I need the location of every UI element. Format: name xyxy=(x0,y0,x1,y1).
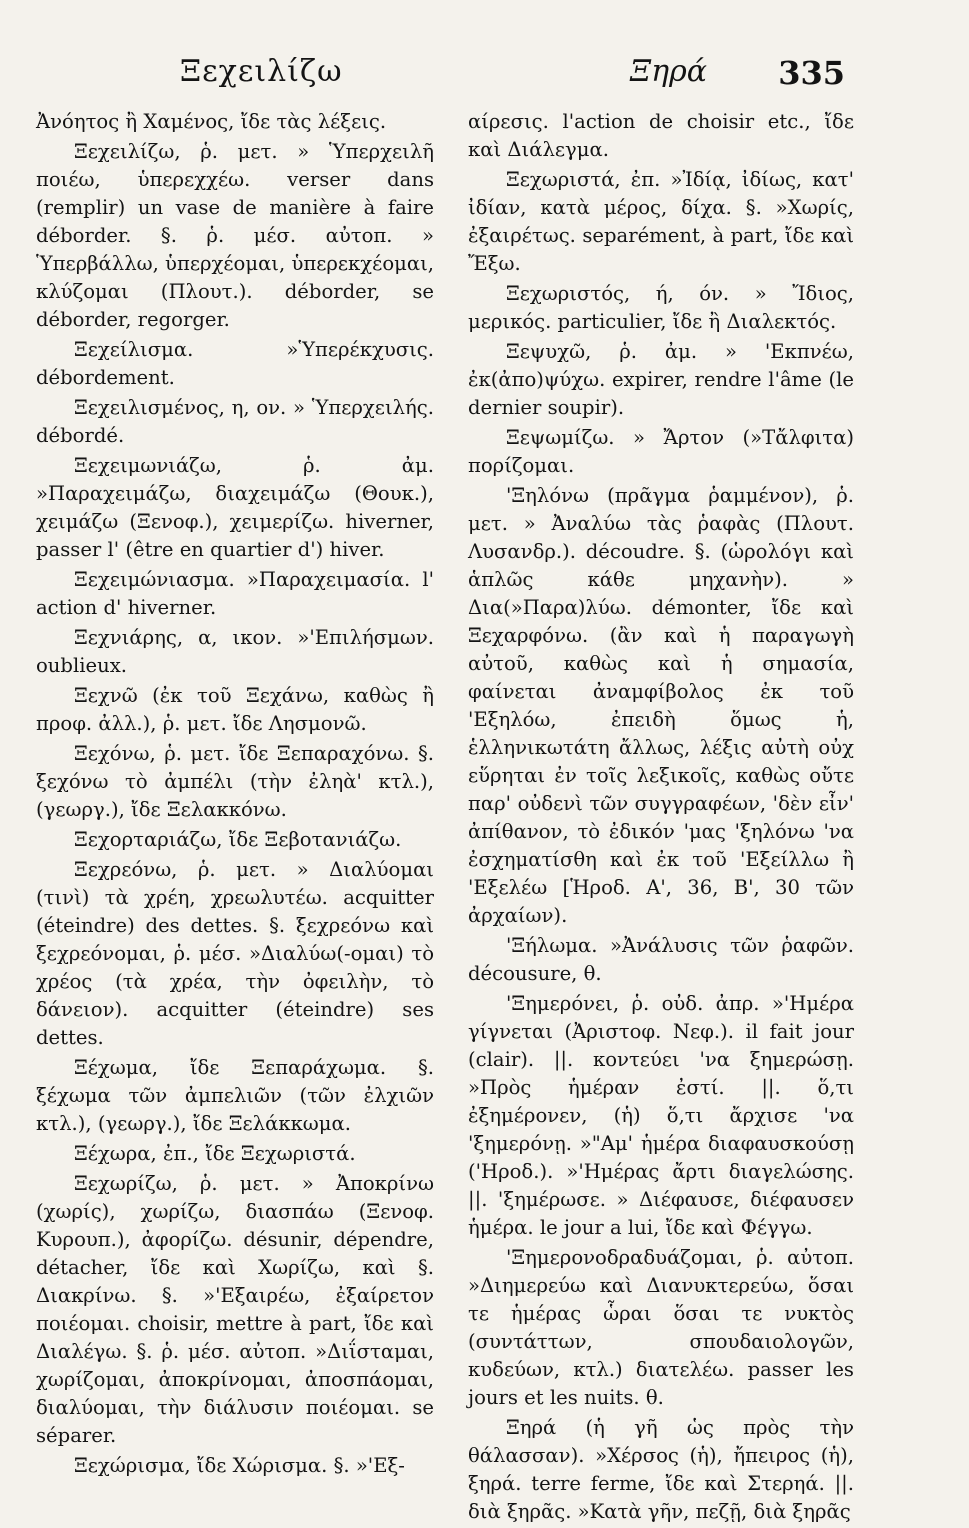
page-number: 335 xyxy=(778,54,845,92)
dictionary-entry: Ξεχνιάρης, α, ικον. »'Επιλήσμων. oublieux. xyxy=(36,626,434,677)
dictionary-entry: Ξεχορταριάζω, ἴδε Ξεβοτανιάζω. xyxy=(74,828,402,851)
dictionary-entry: Ἀνόητος ἢ Χαμένος, ἴδε τὰς λέξεις. xyxy=(36,110,387,133)
dictionary-entry: Ξεχρεόνω, ῥ. μετ. » Διαλύομαι (τινὶ) τὰ χρέη, χρεωλυτέω. acquitter (éteindre) des dettes. §. ξεχρεόνω καὶ ξεχρεόνομαι, ῥ. μέσ. »Διαλύω(-ομαι) τὸ χρέος (τὰ χρέα, τὴν ὀφειλὴν, τὸ δάνειον). acquitter (éteindre) ses dettes. xyxy=(36,858,434,1049)
dictionary-entry: Ξεχόνω, ῥ. μετ. ἴδε Ξεπαραχόνω. §. ξεχόνω τὸ ἀμπέλι (τὴν ἐληὰ' κτλ.), (γεωργ.), ἴδε Ξελακκόνω. xyxy=(36,742,434,821)
dictionary-entry: Ξεχνῶ (ἐκ τοῦ Ξεχάνω, καθὼς ἢ προφ. ἀλλ.), ῥ. μετ. ἴδε Λησμονῶ. xyxy=(36,684,434,735)
dictionary-entry: Ξηρά (ἡ γῆ ὡς πρὸς τὴν θάλασσαν). »Χέρσος (ἡ), ἤπειρος (ἡ), ξηρά. terre ferme, ἴδε καὶ Στερηά. ||. διὰ ξηρᾶς. »Κατὰ γῆν, πεζῇ, διὰ ξηρᾶς xyxy=(468,1416,854,1523)
dictionary-entry: Ξεχωριστός, ή, όν. » Ἴδιος, μερικός. particulier, ἴδε ἢ Διαλεκτός. xyxy=(468,282,854,333)
dictionary-entry: 'Ξημερόνει, ῥ. οὐδ. ἀπρ. »'Ημέρα γίγνεται (Ἀριστοφ. Νεφ.). il fait jour (clair). ||. κοντεύει 'να ξημερώσῃ. »Πρὸς ἡμέραν ἐστί. ||. ὅ,τι ἐξημέρονεν, (ἡ) ὅ,τι ἄρχισε 'να 'ξημερόνῃ. »"Αμ' ἡμέρα διαφαυσκούσῃ ('Ηροδ.). »'Ημέρας ἄρτι διαγελώσης. ||. 'ξημέρωσε. » Διέφαυσε, διέφαυσεν ἡμέρα. le jour a lui, ἴδε καὶ Φέγγω. xyxy=(468,992,854,1239)
dictionary-entry: Ξεψωμίζω. » Ἄρτον (»Τἄλφιτα) πορίζομαι. xyxy=(468,426,854,477)
dictionary-entry: Ξεψυχῶ, ῥ. ἀμ. » 'Εκπνέω, ἐκ(ἀπο)ψύχω. expirer, rendre l'âme (le dernier soupir). xyxy=(468,340,854,419)
dictionary-entry: Ξεχειμώνιασμα. »Παραχειμασία. l' action d' hiverner. xyxy=(36,568,434,619)
dictionary-entry: Ξεχειλισμένος, η, ον. » Ὑπερχειλής. débordé. xyxy=(36,396,434,447)
dictionary-entry: Ξεχωρίζω, ῥ. μετ. » Ἀποκρίνω (χωρίς), χωρίζω, διασπάω (Ξενοφ. Κυρουπ.), ἀφορίζω. désunir, dépendre, détacher, ἴδε καὶ Χωρίζω, καὶ §. Διακρίνω. §. »'Εξαιρέω, ἐξαίρετον ποιέομαι. choisir, mettre à part, ἴδε καὶ Διαλέγω. §. ῥ. μέσ. αὐτοπ. »Διΐσταμαι, χωρίζομαι, ἀποκρίνομαι, ἀποσπάομαι, διαλύομαι, τὴν διάλυσιν ποιέομαι. se séparer. xyxy=(36,1172,434,1447)
dictionary-entry: Ξέχωρα, ἐπ., ἴδε Ξεχωριστά. xyxy=(74,1142,356,1165)
dictionary-entry: Ξεχωριστά, ἐπ. »Ἰδίᾳ, ἰδίως, κατ' ἰδίαν, κατὰ μέρος, δίχα. §. »Χωρίς, ἐξαιρέτως. separément, à part, ἴδε καὶ Ἔξω. xyxy=(468,168,854,275)
dictionary-entry: αίρεσις. l'action de choisir etc., ἴδε καὶ Διάλεγμα. xyxy=(468,110,854,161)
dictionary-entry: 'Ξηλόνω (πρᾶγμα ῥαμμένον), ῥ. μετ. » Ἀναλύω τὰς ῥαφὰς (Πλουτ. Λυσανδρ.). découdre. §. (ὡρολόγι καὶ ἁπλῶς κάθε μηχανὴν). » Δια(»Παρα)λύω. démonter, ἴδε καὶ Ξεχαρφόνω. (ἂν καὶ ἡ παραγωγὴ αὐτοῦ, καθὼς καὶ ἡ σημασία, φαίνεται ἀναμφίβολος ἐκ τοῦ 'Εξηλόω, ἐπειδὴ ὅμως ἡ, ἑλληνικωτάτη ἄλλως, λέξις αὐτὴ οὐχ εὕρηται ἐν τοῖς λεξικοῖς, καθὼς οὔτε παρ' οὐδενὶ τῶν συγγραφέων, 'δὲν εἶν' ἀπίθανον, τὸ ἐδικόν 'μας 'ξηλόνω 'να ἐσχηματίσθη καὶ ἐκ τοῦ 'Εξείλλω ἢ 'Εξελέω [Ἡροδ. Α', 36, Β', 30 τῶν ἀρχαίων). xyxy=(468,484,854,927)
dictionary-entry: Ξεχώρισμα, ἴδε Χώρισμα. §. »'Εξ- xyxy=(74,1454,405,1477)
dictionary-entry: 'Ξημερονοδραδυάζομαι, ῥ. αὐτοπ. »Διημερεύω καὶ Διανυκτερεύω, ὅσαι τε ἡμέρας ὧραι ὅσαι τε νυκτὸς (συντάττων, σπουδαιολογῶν, κυδεύων, κτλ.) διατελέω. passer les jours et les nuits. θ. xyxy=(468,1246,854,1409)
dictionary-entry: Ξέχωμα, ἴδε Ξεπαράχωμα. §. ξέχωμα τῶν ἀμπελιῶν (τῶν ἐλχιῶν κτλ.), (γεωργ.), ἴδε Ξελάκκωμα. xyxy=(36,1056,434,1135)
right-headword: Ξηρά xyxy=(630,54,707,89)
dictionary-entry: Ξεχειμωνιάζω, ῥ. ἀμ. »Παραχειμάζω, διαχειμάζω (Θουκ.), χειμάζω (Ξενοφ.), χειμερίζω. hiverner, passer l' (être en quartier d') hiver. xyxy=(36,454,434,561)
dictionary-entry: Ξεχείλισμα. »Ὑπερέκχυσις. débordement. xyxy=(36,338,434,389)
left-column xyxy=(36,108,434,1482)
right-column xyxy=(468,108,854,1528)
dictionary-entry: 'Ξήλωμα. »Ἀνάλυσις τῶν ῥαφῶν. décousure, θ. xyxy=(468,934,854,985)
left-headword: Ξεχειλίζω xyxy=(180,54,343,89)
page-header xyxy=(40,54,845,94)
dictionary-entry: Ξεχειλίζω, ῥ. μετ. » Ὑπερχειλῆ ποιέω, ὑπερεχχέω. verser dans (remplir) un vase de manière à faire déborder. §. ῥ. μέσ. αὐτοπ. » Ὑπερβάλλω, ὑπερχέομαι, ὑπερεκχέομαι, κλύζομαι (Πλουτ.). déborder, se déborder, regorger. xyxy=(36,140,434,331)
